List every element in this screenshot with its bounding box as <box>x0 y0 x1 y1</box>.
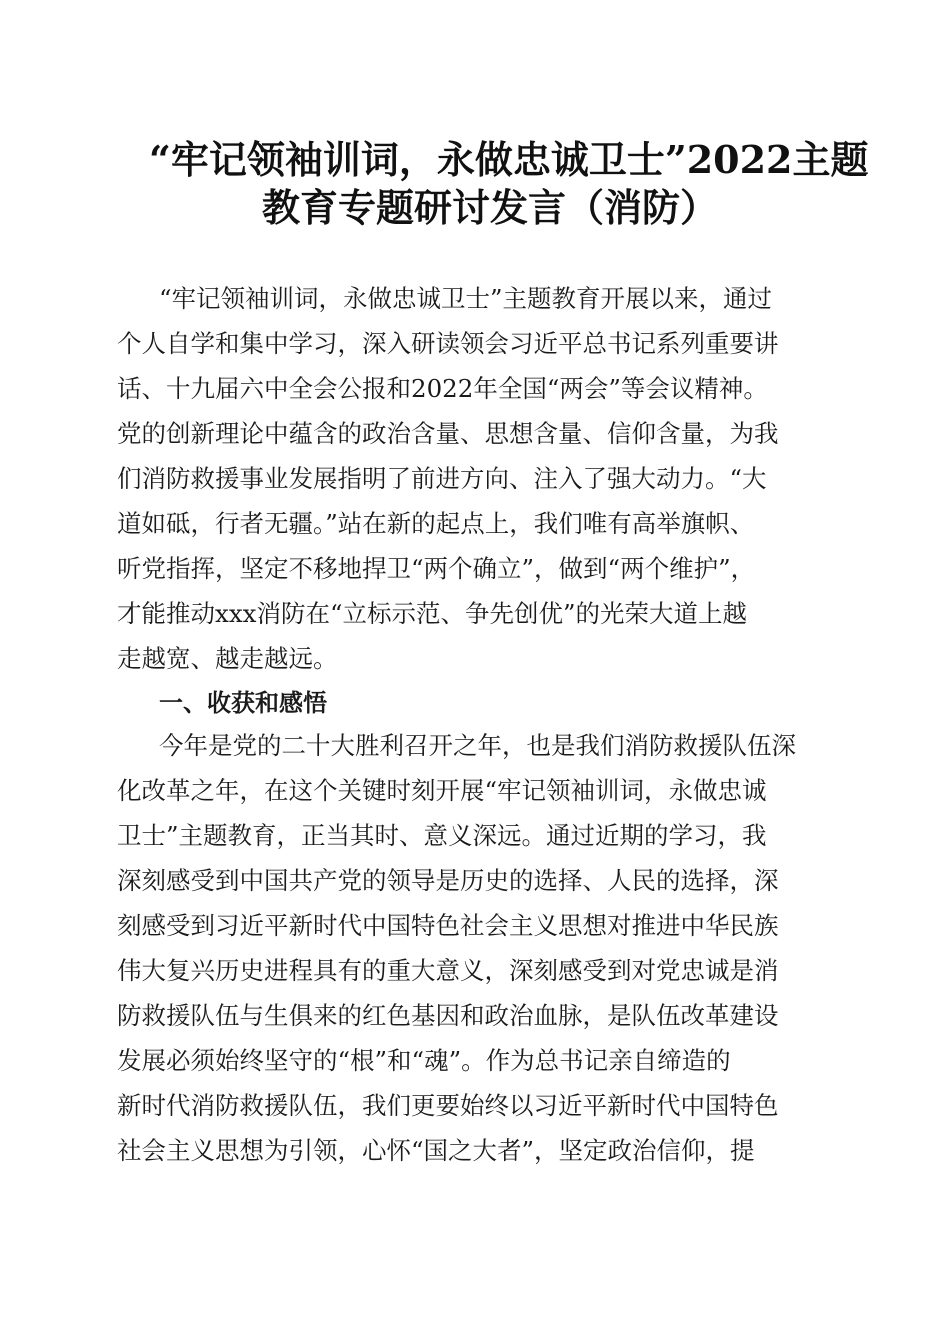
paragraph-line: 道如砥，行者无疆。”站在新的起点上，我们唯有高举旗帜、 <box>117 509 755 538</box>
paragraph-line: 党的创新理论中蕴含的政治含量、思想含量、信仰含量，为我 <box>117 419 779 448</box>
paragraph-line: 听党指挥，坚定不移地捍卫“两个确立”，做到“两个维护”， <box>117 554 756 583</box>
paragraph-line: 深刻感受到中国共产党的领导是历史的选择、人民的选择，深 <box>117 866 779 895</box>
paragraph-line: 才能推动xxx消防在“立标示范、争先创优”的光荣大道上越 <box>117 599 747 628</box>
paragraph-line: 发展必须始终坚守的“根”和“魂”。作为总书记亲自缔造的 <box>117 1046 731 1075</box>
paragraph-line: 走越宽、越走越远。 <box>117 644 338 673</box>
section-1-heading: 一、收获和感悟 <box>159 689 327 717</box>
paragraph-line: 新时代消防救援队伍，我们更要始终以习近平新时代中国特色 <box>117 1091 779 1120</box>
paragraph-line: 卫士”主题教育，正当其时、意义深远。通过近期的学习，我 <box>117 821 767 850</box>
title-line-2: 教育专题研讨发言（消防） <box>262 185 719 230</box>
paragraph-line: 化改革之年，在这个关键时刻开展“牢记领袖训词，永做忠诚 <box>117 776 767 805</box>
paragraph-line: 刻感受到习近平新时代中国特色社会主义思想对推进中华民族 <box>117 911 779 940</box>
paragraph-line: 今年是党的二十大胜利召开之年，也是我们消防救援队伍深 <box>159 731 796 760</box>
paragraph-line: 们消防救援事业发展指明了前进方向、注入了强大动力。“大 <box>117 464 767 493</box>
title-line-1: “牢记领袖训词，永做忠诚卫士”2022主题 <box>149 137 869 182</box>
paragraph-line: “牢记领袖训词，永做忠诚卫士”主题教育开展以来，通过 <box>159 284 773 313</box>
paragraph-line: 话、十九届六中全会公报和2022年全国“两会”等会议精神。 <box>117 374 768 403</box>
paragraph-line: 社会主义思想为引领，心怀“国之大者”，坚定政治信仰，提 <box>117 1136 755 1165</box>
paragraph-line: 伟大复兴历史进程具有的重大意义，深刻感受到对党忠诚是消 <box>117 956 779 985</box>
paragraph-line: 防救援队伍与生俱来的红色基因和政治血脉，是队伍改革建设 <box>117 1001 779 1030</box>
paragraph-line: 个人自学和集中学习，深入研读领会习近平总书记系列重要讲 <box>117 329 779 358</box>
